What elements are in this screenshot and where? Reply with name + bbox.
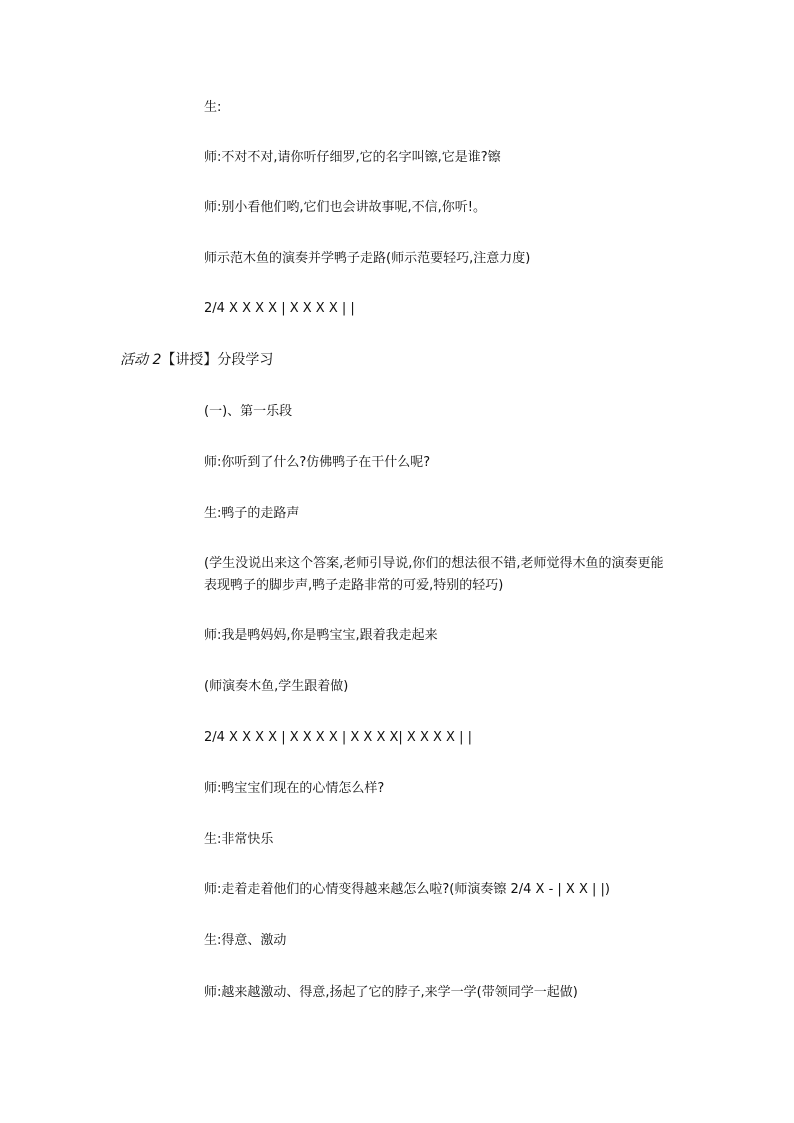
paragraph-teacher-neck: 师:越来越激动、得意,扬起了它的脖子,来学一学(带领同学一起做) [204,985,578,1000]
paragraph-student-happy: 生:非常快乐 [204,832,274,847]
paragraph-teacher-question: 师:你听到了什么?仿佛鸭子在干什么呢? [204,455,431,470]
section-title: 【讲授】分段学习 [161,352,274,368]
rhythm-notation-2: 2/4 X X X X | X X X X | X X X X| X X X X | | [204,730,472,745]
section-heading [120,349,273,371]
paragraph-student-duck: 生:鸭子的走路声 [204,506,300,521]
paragraph-mood-change: 师:走着走着他们的心情变得越来越怎么啦?(师演奏镲 2/4 X - | X X | |) [204,882,610,897]
paragraph-mother-duck: 师:我是鸭妈妈,你是鸭宝宝,跟着我走起来 [204,628,438,643]
paragraph-demo-woodblock: 师示范木鱼的演奏并学鸭子走路(师示范要轻巧,注意力度) [204,251,531,266]
paragraph-student-answer: 生: [204,100,222,115]
paragraph-teacher-cymbal: 师:不对不对,请你听仔细罗,它的名字叫镲,它是谁?镲 [204,150,501,165]
rhythm-notation-1: 2/4 X X X X | X X X X | | [204,301,355,316]
paragraph-first-section: (一)、第一乐段 [204,404,293,419]
paragraph-teacher-story: 师:别小看他们哟,它们也会讲故事呢,不信,你听!。 [204,200,486,215]
section-label: 活动 2 [120,352,162,368]
paragraph-teacher-guidance: (学生没说出来这个答案,老师引导说,你们的想法很不错,老师觉得木鱼的演奏更能表现鸭子的脚步声,鸭子走路非常的可爱,特别的轻巧) [204,556,664,593]
paragraph-mood-question: 师:鸭宝宝们现在的心情怎么样? [204,781,385,796]
paragraph-woodblock-follow: (师演奏木鱼,学生跟着做) [204,679,349,694]
paragraph-student-excited: 生:得意、激动 [204,933,287,948]
